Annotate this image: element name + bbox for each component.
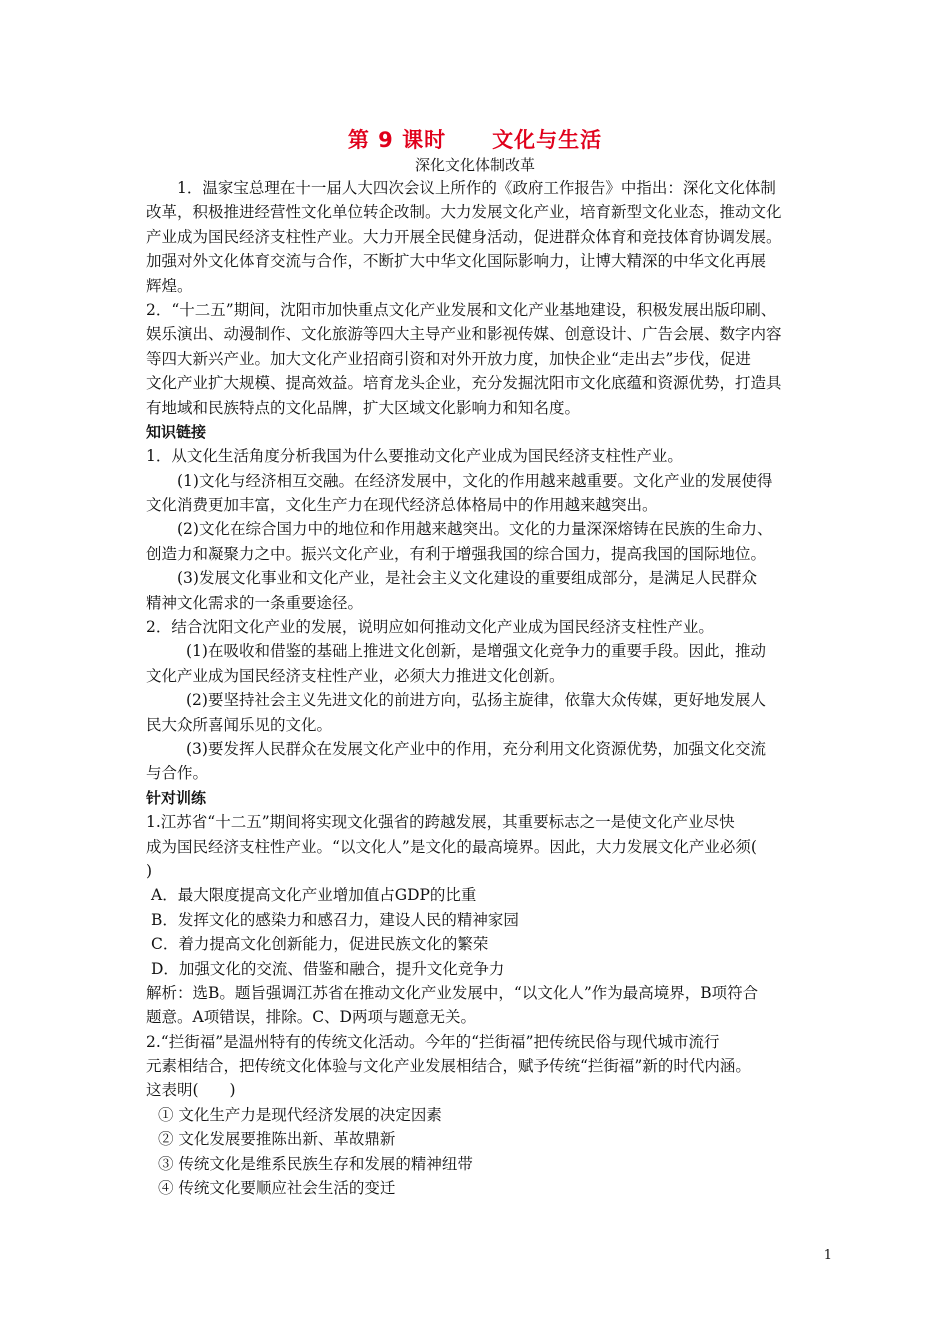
option-b: B．发挥文化的感染力和感召力，建设人民的精神家园 <box>151 910 519 929</box>
paragraph-line: 等四大新兴产业。加大文化产业招商引资和对外开放力度，加快企业“走出去”步伐，促进 <box>146 349 751 368</box>
question-line: 这表明( ) <box>146 1081 236 1100</box>
paragraph-line: 2．“十二五”期间，沈阳市加快重点文化产业发展和文化产业基地建设，积极发展出版印刷、 <box>146 300 777 319</box>
section-heading: 针对训练 <box>146 788 207 807</box>
paragraph-line: 辉煌。 <box>146 276 193 295</box>
paragraph-line: 产业成为国民经济支柱性产业。大力开展全民健身活动，促进群众体育和竞技体育协调发展。 <box>146 227 782 246</box>
option-d: D．加强文化的交流、借鉴和融合，提升文化竞争力 <box>151 959 505 978</box>
document-body <box>146 176 812 1200</box>
paragraph-line: (1)文化与经济相互交融。在经济发展中，文化的作用越来越重要。文化产业的发展使得 <box>177 471 773 490</box>
lesson-topic: 文化与生活 <box>492 128 603 152</box>
paragraph-line: (2)文化在综合国力中的地位和作用越来越突出。文化的力量深深熔铸在民族的生命力、 <box>177 520 773 539</box>
paragraph-line: 1．温家宝总理在十一届人大四次会议上所作的《政府工作报告》中指出：深化文化体制 <box>177 179 776 197</box>
option-4: ④ 传统文化要顺应社会生活的变迁 <box>158 1179 396 1198</box>
question-line: ) <box>146 861 153 880</box>
question-line: 成为国民经济支柱性产业。“以文化人”是文化的最高境界。因此，大力发展文化产业必须( <box>146 837 757 856</box>
option-c: C．着力提高文化创新能力，促进民族文化的繁荣 <box>151 935 489 954</box>
paragraph-line: 改革，积极推进经营性文化单位转企改制。大力发展文化产业，培育新型文化业态，推动文化 <box>146 203 782 222</box>
paragraph-line: 民大众所喜闻乐见的文化。 <box>146 715 333 734</box>
option-1: ① 文化生产力是现代经济发展的决定因素 <box>158 1105 442 1124</box>
question-line: 1．从文化生活角度分析我国为什么要推动文化产业成为国民经济支柱性产业。 <box>146 447 683 466</box>
paragraph-line: (1)在吸收和借鉴的基础上推进文化创新，是增强文化竞争力的重要手段。因此，推动 <box>186 642 766 661</box>
answer-analysis: 解析：选B。题旨强调江苏省在推动文化产业发展中，“以文化人”作为最高境界，B项符合 <box>146 983 759 1002</box>
question-line: 2．结合沈阳文化产业的发展，说明应如何推动文化产业成为国民经济支柱性产业。 <box>146 618 714 637</box>
paragraph-line: 加强对外文化体育交流与合作，不断扩大中华文化国际影响力，让博大精深的中华文化再展 <box>146 252 767 271</box>
option-3: ③ 传统文化是维系民族生存和发展的精神纽带 <box>158 1154 473 1173</box>
lesson-title <box>0 124 950 154</box>
paragraph-line: 有地域和民族特点的文化品牌，扩大区域文化影响力和知名度。 <box>146 398 581 417</box>
lesson-number: 第 9 课时 <box>347 128 447 152</box>
section-heading: 知识链接 <box>146 422 207 441</box>
question-line: 元素相结合，把传统文化体验与文化产业发展相结合，赋予传统“拦街福”新的时代内涵。 <box>146 1057 751 1076</box>
question-line: 2.“拦街福”是温州特有的传统文化活动。今年的“拦街福”把传统民俗与现代城市流行 <box>146 1032 720 1051</box>
paragraph-line: 文化产业成为国民经济支柱性产业，必须大力推进文化创新。 <box>146 666 565 685</box>
paragraph-line: (3)发展文化事业和文化产业，是社会主义文化建设的重要组成部分，是满足人民群众 <box>177 569 757 588</box>
paragraph-line: 精神文化需求的一条重要途径。 <box>146 593 364 612</box>
paragraph-line: (3)要发挥人民群众在发展文化产业中的作用，充分利用文化资源优势，加强文化交流 <box>186 739 766 758</box>
paragraph-line: 娱乐演出、动漫制作、文化旅游等四大主导产业和影视传媒、创意设计、广告会展、数字内容 <box>146 325 782 344</box>
answer-analysis: 题意。A项错误，排除。C、D两项与题意无关。 <box>146 1008 476 1027</box>
paragraph-line: 与合作。 <box>146 764 209 783</box>
section-subtitle: 深化文化体制改革 <box>414 156 535 174</box>
option-a: A．最大限度提高文化产业增加值占GDP的比重 <box>151 886 477 905</box>
question-line: 1.江苏省“十二五”期间将实现文化强省的跨越发展，其重要标志之一是使文化产业尽快 <box>146 813 735 832</box>
paragraph-line: 文化消费更加丰富，文化生产力在现代经济总体格局中的作用越来越突出。 <box>146 496 658 515</box>
paragraph-line: 创造力和凝聚力之中。振兴文化产业，有利于增强我国的综合国力，提高我国的国际地位。 <box>146 544 767 563</box>
page-number: 1 <box>823 1248 832 1263</box>
option-2: ② 文化发展要推陈出新、革故鼎新 <box>158 1130 396 1149</box>
paragraph-line: 文化产业扩大规模、提高效益。培育龙头企业，充分发掘沈阳市文化底蕴和资源优势，打造具 <box>146 374 782 393</box>
paragraph-line: (2)要坚持社会主义先进文化的前进方向，弘扬主旋律，依靠大众传媒，更好地发展人 <box>186 691 766 710</box>
